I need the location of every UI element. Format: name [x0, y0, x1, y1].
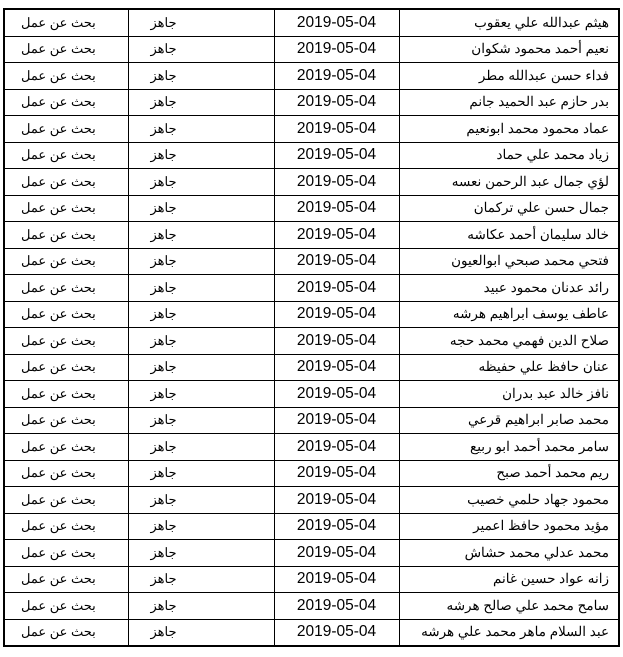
records-table — [3, 8, 620, 647]
status-cell-text: بحث عن عمل — [21, 147, 96, 163]
ready-cell-text: جاهز — [150, 332, 177, 348]
status-cell — [4, 593, 128, 620]
ready-cell-text: جاهز — [150, 385, 177, 401]
ready-cell-text: جاهز — [150, 67, 177, 83]
status-cell-text: بحث عن عمل — [21, 200, 96, 216]
ready-cell-text: جاهز — [150, 571, 177, 587]
ready-cell — [128, 381, 274, 408]
date-cell: 2019-05-04 — [274, 354, 399, 381]
name-cell: سامر محمد أحمد ابو ربيع — [399, 434, 619, 461]
ready-cell — [128, 9, 274, 36]
status-cell — [4, 169, 128, 196]
date-cell: 2019-05-04 — [274, 248, 399, 275]
status-cell — [4, 36, 128, 63]
ready-cell — [128, 169, 274, 196]
ready-cell — [128, 540, 274, 567]
table-row — [4, 116, 619, 143]
ready-cell-text: جاهز — [150, 306, 177, 322]
table-row — [4, 63, 619, 90]
table-row — [4, 142, 619, 169]
name-cell: خالد سليمان أحمد عكاشه — [399, 222, 619, 249]
status-cell — [4, 275, 128, 302]
ready-cell-text: جاهز — [150, 465, 177, 481]
status-cell-text: بحث عن عمل — [21, 226, 96, 242]
status-cell-text: بحث عن عمل — [21, 332, 96, 348]
name-cell: مؤيد محمود حافظ اعمير — [399, 513, 619, 540]
status-cell-text: بحث عن عمل — [21, 491, 96, 507]
status-cell — [4, 222, 128, 249]
table-row — [4, 354, 619, 381]
ready-cell-text: جاهز — [150, 41, 177, 57]
status-cell — [4, 116, 128, 143]
name-cell: رائد عدنان محمود عبيد — [399, 275, 619, 302]
status-cell-text: بحث عن عمل — [21, 624, 96, 640]
table-row — [4, 169, 619, 196]
status-cell-text: بحث عن عمل — [21, 67, 96, 83]
name-cell: سامح محمد علي صالح هرشه — [399, 593, 619, 620]
status-cell-text: بحث عن عمل — [21, 544, 96, 560]
table-row — [4, 460, 619, 487]
date-cell: 2019-05-04 — [274, 487, 399, 514]
table-row — [4, 222, 619, 249]
name-cell: عماد محمود محمد ابونعيم — [399, 116, 619, 143]
status-cell — [4, 328, 128, 355]
date-cell: 2019-05-04 — [274, 142, 399, 169]
name-cell: بدر حازم عبد الحميد جانم — [399, 89, 619, 116]
name-cell: عاطف يوسف ابراهيم هرشه — [399, 301, 619, 328]
date-cell: 2019-05-04 — [274, 328, 399, 355]
status-cell — [4, 540, 128, 567]
date-cell: 2019-05-04 — [274, 301, 399, 328]
status-cell-text: بحث عن عمل — [21, 438, 96, 454]
ready-cell-text: جاهز — [150, 253, 177, 269]
ready-cell-text: جاهز — [150, 120, 177, 136]
status-cell — [4, 195, 128, 222]
status-cell-text: بحث عن عمل — [21, 359, 96, 375]
name-cell: نعيم أحمد محمود شكوان — [399, 36, 619, 63]
ready-cell — [128, 619, 274, 646]
status-cell — [4, 63, 128, 90]
status-cell-text: بحث عن عمل — [21, 173, 96, 189]
ready-cell-text: جاهز — [150, 544, 177, 560]
ready-cell — [128, 566, 274, 593]
status-cell-text: بحث عن عمل — [21, 41, 96, 57]
status-cell-text: بحث عن عمل — [21, 571, 96, 587]
table-row — [4, 89, 619, 116]
ready-cell — [128, 89, 274, 116]
status-cell — [4, 566, 128, 593]
name-cell: محمد عدلي محمد حشاش — [399, 540, 619, 567]
status-cell-text: بحث عن عمل — [21, 597, 96, 613]
status-cell-text: بحث عن عمل — [21, 120, 96, 136]
table-row — [4, 328, 619, 355]
ready-cell-text: جاهز — [150, 597, 177, 613]
name-cell: فتحي محمد صبحي ابوالعيون — [399, 248, 619, 275]
status-cell — [4, 513, 128, 540]
name-cell: محمد صابر ابراهيم قرعي — [399, 407, 619, 434]
name-cell: صلاح الدين فهمي محمد حجه — [399, 328, 619, 355]
name-cell: زانه عواد حسين غانم — [399, 566, 619, 593]
status-cell — [4, 354, 128, 381]
name-cell: ريم محمد أحمد صبح — [399, 460, 619, 487]
ready-cell — [128, 275, 274, 302]
ready-cell — [128, 460, 274, 487]
date-cell: 2019-05-04 — [274, 169, 399, 196]
table-row — [4, 36, 619, 63]
date-cell: 2019-05-04 — [274, 460, 399, 487]
records-table-body — [4, 9, 619, 646]
date-cell: 2019-05-04 — [274, 381, 399, 408]
date-cell: 2019-05-04 — [274, 593, 399, 620]
date-cell: 2019-05-04 — [274, 222, 399, 249]
status-cell-text: بحث عن عمل — [21, 306, 96, 322]
date-cell: 2019-05-04 — [274, 36, 399, 63]
table-row — [4, 540, 619, 567]
ready-cell — [128, 36, 274, 63]
status-cell — [4, 381, 128, 408]
ready-cell — [128, 593, 274, 620]
status-cell — [4, 460, 128, 487]
table-row — [4, 248, 619, 275]
date-cell: 2019-05-04 — [274, 513, 399, 540]
ready-cell-text: جاهز — [150, 14, 177, 30]
table-row — [4, 487, 619, 514]
ready-cell-text: جاهز — [150, 518, 177, 534]
ready-cell — [128, 222, 274, 249]
table-row — [4, 566, 619, 593]
ready-cell-text: جاهز — [150, 173, 177, 189]
ready-cell — [128, 407, 274, 434]
date-cell: 2019-05-04 — [274, 116, 399, 143]
ready-cell-text: جاهز — [150, 279, 177, 295]
date-cell: 2019-05-04 — [274, 434, 399, 461]
status-cell — [4, 142, 128, 169]
ready-cell — [128, 116, 274, 143]
status-cell-text: بحث عن عمل — [21, 14, 96, 30]
date-cell: 2019-05-04 — [274, 275, 399, 302]
table-row — [4, 275, 619, 302]
name-cell: زياد محمد علي حماد — [399, 142, 619, 169]
ready-cell — [128, 434, 274, 461]
ready-cell — [128, 142, 274, 169]
status-cell — [4, 407, 128, 434]
status-cell — [4, 89, 128, 116]
ready-cell — [128, 63, 274, 90]
name-cell: عنان حافظ علي حفيظه — [399, 354, 619, 381]
ready-cell-text: جاهز — [150, 412, 177, 428]
status-cell-text: بحث عن عمل — [21, 279, 96, 295]
status-cell-text: بحث عن عمل — [21, 412, 96, 428]
table-row — [4, 513, 619, 540]
name-cell: عبد السلام ماهر محمد علي هرشه — [399, 619, 619, 646]
ready-cell — [128, 513, 274, 540]
status-cell — [4, 487, 128, 514]
status-cell-text: بحث عن عمل — [21, 94, 96, 110]
ready-cell-text: جاهز — [150, 438, 177, 454]
date-cell: 2019-05-04 — [274, 63, 399, 90]
table-row — [4, 195, 619, 222]
ready-cell — [128, 195, 274, 222]
status-cell — [4, 301, 128, 328]
status-cell-text: بحث عن عمل — [21, 253, 96, 269]
table-row — [4, 619, 619, 646]
status-cell-text: بحث عن عمل — [21, 465, 96, 481]
ready-cell-text: جاهز — [150, 624, 177, 640]
name-cell: هيثم عبدالله علي يعقوب — [399, 9, 619, 36]
table-row — [4, 9, 619, 36]
date-cell: 2019-05-04 — [274, 89, 399, 116]
status-cell — [4, 619, 128, 646]
ready-cell — [128, 301, 274, 328]
date-cell: 2019-05-04 — [274, 566, 399, 593]
ready-cell-text: جاهز — [150, 147, 177, 163]
date-cell: 2019-05-04 — [274, 407, 399, 434]
ready-cell — [128, 328, 274, 355]
status-cell — [4, 9, 128, 36]
date-cell: 2019-05-04 — [274, 195, 399, 222]
name-cell: فداء حسن عبدالله مطر — [399, 63, 619, 90]
ready-cell-text: جاهز — [150, 200, 177, 216]
date-cell: 2019-05-04 — [274, 619, 399, 646]
status-cell — [4, 434, 128, 461]
name-cell: جمال حسن علي تركمان — [399, 195, 619, 222]
ready-cell — [128, 248, 274, 275]
ready-cell-text: جاهز — [150, 359, 177, 375]
table-row — [4, 407, 619, 434]
ready-cell-text: جاهز — [150, 491, 177, 507]
status-cell-text: بحث عن عمل — [21, 385, 96, 401]
ready-cell — [128, 354, 274, 381]
ready-cell-text: جاهز — [150, 94, 177, 110]
ready-cell — [128, 487, 274, 514]
name-cell: لؤي جمال عبد الرحمن نعسه — [399, 169, 619, 196]
status-cell — [4, 248, 128, 275]
date-cell: 2019-05-04 — [274, 540, 399, 567]
ready-cell-text: جاهز — [150, 226, 177, 242]
date-cell: 2019-05-04 — [274, 9, 399, 36]
table-row — [4, 381, 619, 408]
table-row — [4, 593, 619, 620]
name-cell: نافز خالد عبد بدران — [399, 381, 619, 408]
name-cell: محمود جهاد حلمي خصيب — [399, 487, 619, 514]
table-row — [4, 301, 619, 328]
table-row — [4, 434, 619, 461]
status-cell-text: بحث عن عمل — [21, 518, 96, 534]
